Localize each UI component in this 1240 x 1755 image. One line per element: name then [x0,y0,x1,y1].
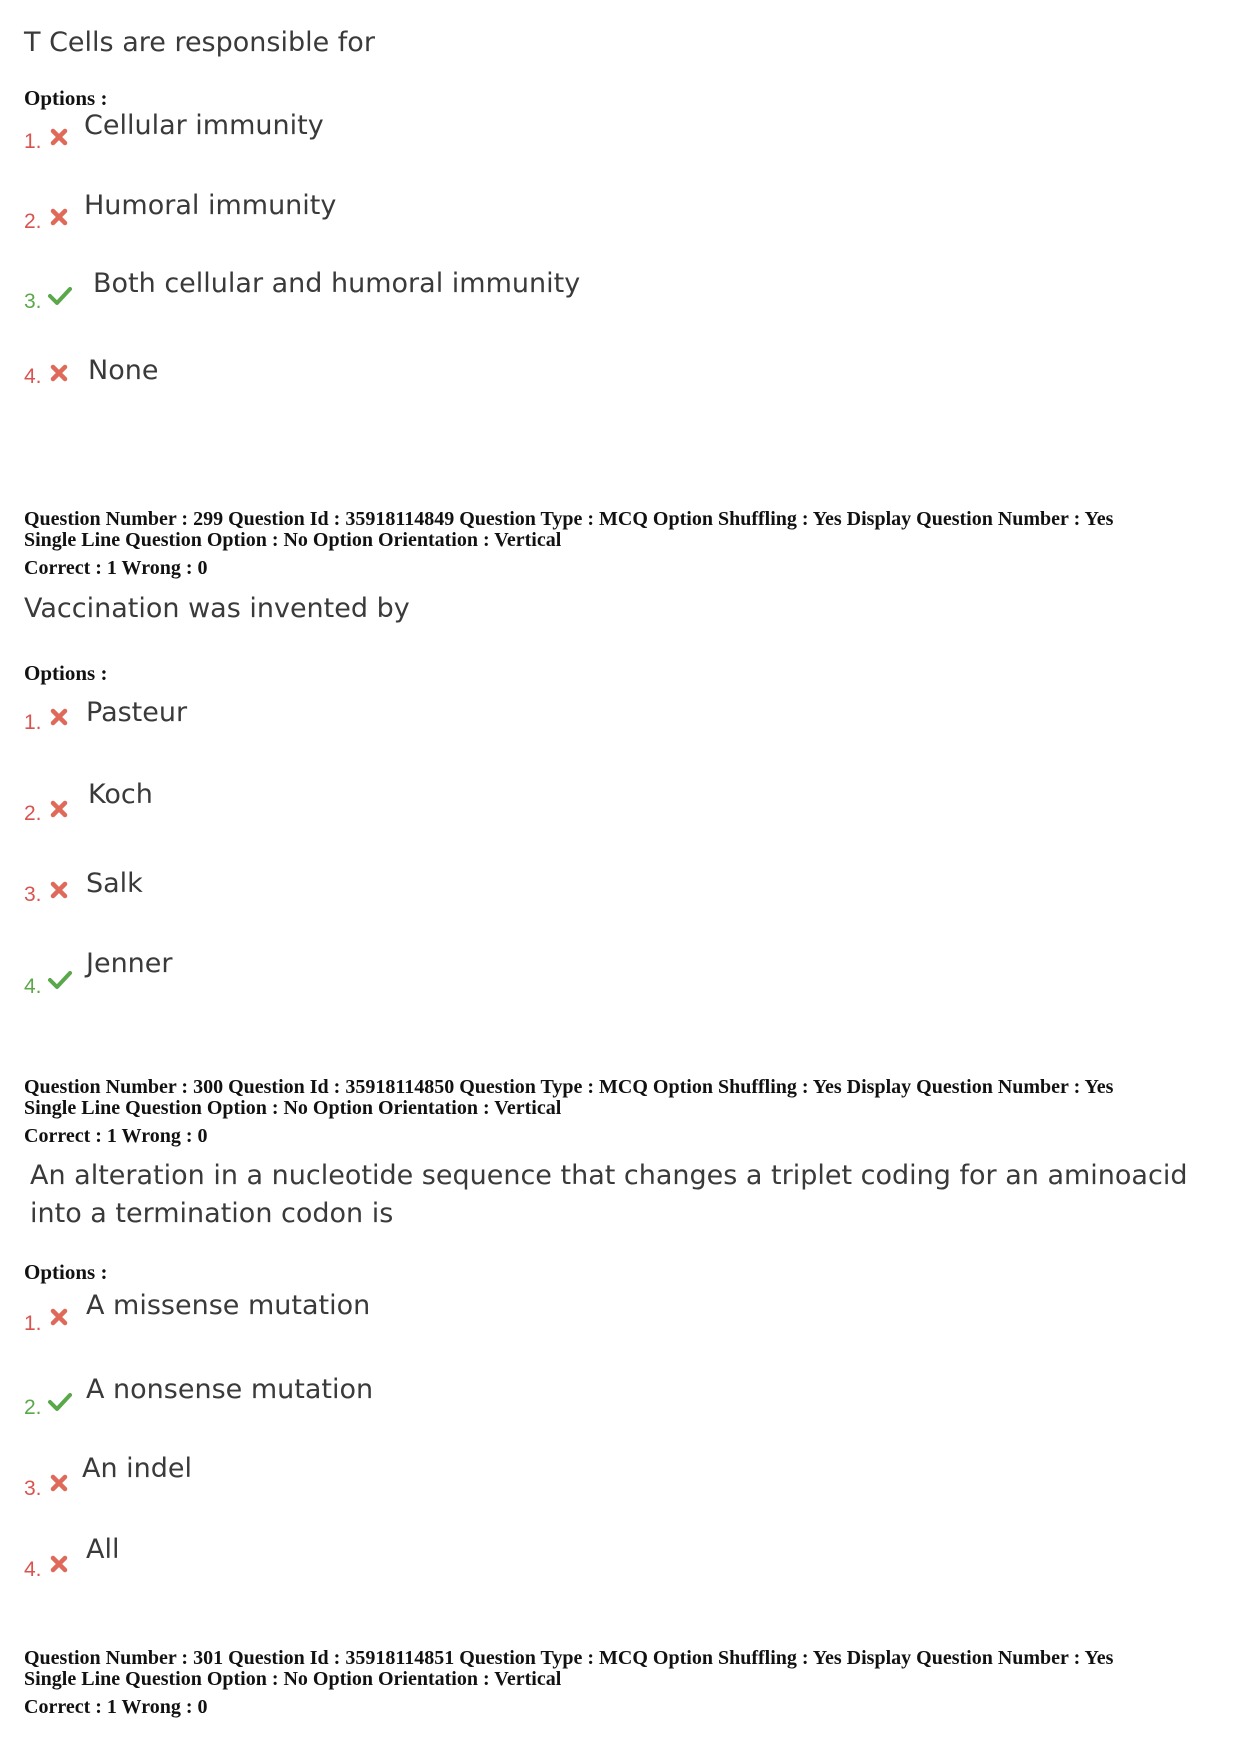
question-meta: Question Number : 300 Question Id : 35918114850 Question Type : MCQ Option Shuffling : Yes Display Question Number : Yes [24,1076,1114,1098]
option-number: 2. [24,802,42,825]
check-icon [48,1392,72,1412]
question-meta-line2: Single Line Question Option : No Option Orientation : Vertical [24,529,562,551]
options-label: Options : [24,86,108,110]
question-marks: Correct : 1 Wrong : 0 [24,1696,208,1718]
question-marks: Correct : 1 Wrong : 0 [24,557,208,579]
option-number: 4. [24,365,42,388]
check-icon [48,286,72,306]
option-text: A nonsense mutation [86,1374,374,1405]
option-number: 4. [24,975,42,998]
option-text: Both cellular and humoral immunity [93,268,581,299]
question-meta: Question Number : 301 Question Id : 35918114851 Question Type : MCQ Option Shuffling : Yes Display Question Number : Yes [24,1647,1114,1669]
option-number: 1. [24,711,42,734]
option-number: 2. [24,210,42,233]
option-text: Pasteur [86,697,188,728]
cross-icon [49,1473,69,1493]
option-text: A missense mutation [86,1290,371,1321]
option-text: None [88,355,159,386]
cross-icon [49,880,69,900]
options-label: Options : [24,661,108,685]
option-number: 1. [24,1312,42,1335]
question-meta-line2: Single Line Question Option : No Option Orientation : Vertical [24,1097,562,1119]
cross-icon [49,363,69,383]
check-icon [48,970,72,990]
option-text: Jenner [86,948,173,979]
option-number: 3. [24,883,42,906]
option-number: 1. [24,130,42,153]
cross-icon [49,1554,69,1574]
cross-icon [49,207,69,227]
option-number: 4. [24,1558,42,1581]
option-number: 3. [24,1477,42,1500]
cross-icon [49,799,69,819]
option-text: An indel [82,1453,193,1484]
option-number: 3. [24,290,42,313]
option-text: Cellular immunity [84,110,324,141]
question-meta: Question Number : 299 Question Id : 35918114849 Question Type : MCQ Option Shuffling : Yes Display Question Number : Yes [24,508,1114,530]
option-text: All [86,1534,120,1565]
option-text: Koch [88,779,153,810]
cross-icon [49,127,69,147]
question-marks: Correct : 1 Wrong : 0 [24,1125,208,1147]
option-text: Humoral immunity [84,190,337,221]
option-number: 2. [24,1396,42,1419]
option-text: Salk [86,868,143,899]
question-text: An alteration in a nucleotide sequence that changes a triplet coding for an aminoacid into a termination codon is [30,1160,1188,1229]
question-text: Vaccination was invented by [24,593,410,624]
question-text: T Cells are responsible for [24,27,375,58]
question-meta-line2: Single Line Question Option : No Option Orientation : Vertical [24,1668,562,1690]
cross-icon [49,707,69,727]
cross-icon [49,1307,69,1327]
options-label: Options : [24,1260,108,1284]
